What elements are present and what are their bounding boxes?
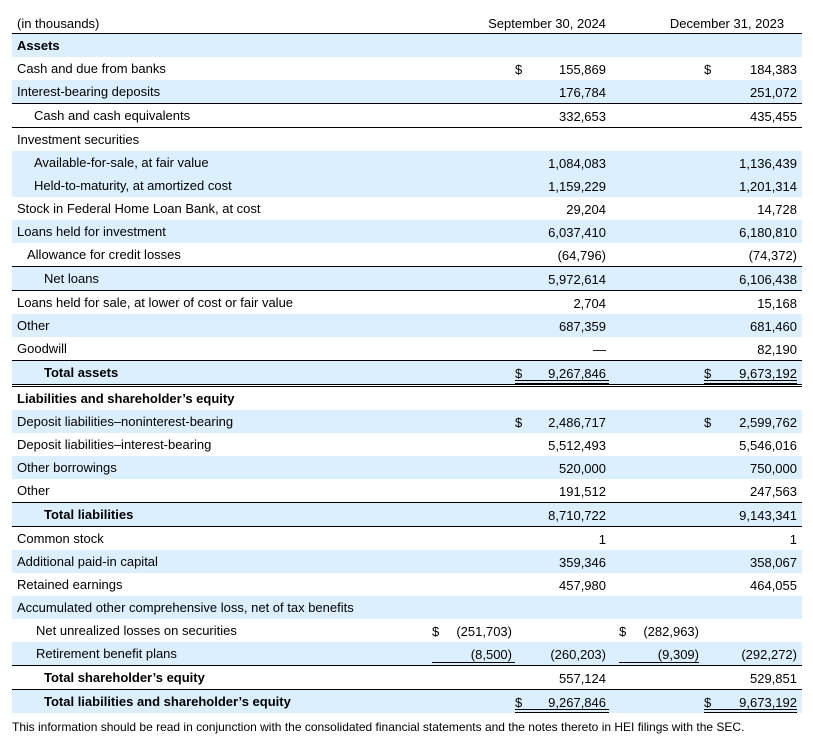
dollar-sign: $ <box>515 366 523 381</box>
table-row-assets <box>12 34 802 57</box>
value-dec-2023: 1 <box>789 532 797 547</box>
subvalue-sep-2024: (8,500) <box>470 647 512 662</box>
value-dec-2023: 251,072 <box>750 85 797 100</box>
dollar-sign: $ <box>432 624 440 639</box>
row-label: Goodwill <box>17 341 67 356</box>
column-header-sep-2024: September 30, 2024 <box>488 16 606 31</box>
subtotal-underline <box>619 662 699 663</box>
value-dec-2023: 9,143,341 <box>739 508 797 523</box>
value-sep-2024: 2,486,717 <box>548 415 606 430</box>
value-dec-2023: 82,190 <box>757 342 797 357</box>
row-label: Available-for-sale, at fair value <box>34 155 209 170</box>
value-dec-2023: 5,546,016 <box>739 438 797 453</box>
value-sep-2024: 1,084,083 <box>548 156 606 171</box>
dollar-sign: $ <box>704 366 712 381</box>
value-sep-2024: 191,512 <box>559 484 606 499</box>
row-label: Net unrealized losses on securities <box>36 623 237 638</box>
balance-sheet-table <box>12 12 802 713</box>
dollar-sign: $ <box>704 415 712 430</box>
subvalue-dec-2023: (9,309) <box>657 647 699 662</box>
table-row-stock-in-federal-home-loan-bank-at-cost <box>12 197 802 220</box>
row-label: Cash and due from banks <box>17 61 166 76</box>
value-sep-2024: 557,124 <box>559 671 606 686</box>
row-label: Net loans <box>44 271 99 286</box>
value-sep-2024: 5,972,614 <box>548 272 606 287</box>
row-label: Assets <box>17 38 60 53</box>
table-row-common-stock <box>12 526 802 550</box>
value-dec-2023: 6,180,810 <box>739 225 797 240</box>
row-label: Total assets <box>44 365 119 380</box>
table-row-net-loans <box>12 266 802 290</box>
value-dec-2023: 681,460 <box>750 319 797 334</box>
table-row-total-assets <box>12 360 802 384</box>
row-label: Cash and cash equivalents <box>34 108 191 123</box>
table-row-cash-and-due-from-banks <box>12 57 802 80</box>
value-sep-2024: 6,037,410 <box>548 225 606 240</box>
value-sep-2024: — <box>593 342 606 357</box>
value-dec-2023: 1,201,314 <box>739 179 797 194</box>
table-row-held-to-maturity-at-amortized-cost <box>12 174 802 197</box>
table-row-retirement-benefit-plans <box>12 642 802 665</box>
table-row-cash-and-cash-equivalents <box>12 103 802 127</box>
value-sep-2024: 9,267,846 <box>548 695 606 710</box>
value-dec-2023: 750,000 <box>750 461 797 476</box>
value-sep-2024: 29,204 <box>566 202 606 217</box>
subvalue-sep-2024: (251,703) <box>456 624 512 639</box>
row-label: Interest-bearing deposits <box>17 84 161 99</box>
table-row-deposit-liabilities-noninterest-bearing <box>12 410 802 433</box>
dollar-sign: $ <box>515 62 523 77</box>
value-sep-2024: 520,000 <box>559 461 606 476</box>
table-row-deposit-liabilities-interest-bearing <box>12 433 802 456</box>
table-row-total-liabilities-and-shareholder-s-equity <box>12 689 802 713</box>
value-sep-2024: 457,980 <box>559 578 606 593</box>
value-sep-2024: 176,784 <box>559 85 606 100</box>
value-sep-2024: 687,359 <box>559 319 606 334</box>
value-sep-2024: 2,704 <box>573 296 606 311</box>
row-label: Allowance for credit losses <box>27 247 181 262</box>
table-row-other-borrowings <box>12 456 802 479</box>
row-label: Loans held for sale, at lower of cost or fair value <box>17 295 294 310</box>
double-underline <box>515 709 609 713</box>
value-dec-2023: 6,106,438 <box>739 272 797 287</box>
value-dec-2023: 9,673,192 <box>739 695 797 710</box>
table-row-net-unrealized-losses-on-securities <box>12 619 802 642</box>
row-label: Loans held for investment <box>17 224 166 239</box>
table-row-total-shareholder-s-equity <box>12 665 802 689</box>
table-row-loans-held-for-investment <box>12 220 802 243</box>
table-row-available-for-sale-at-fair-value <box>12 151 802 174</box>
value-sep-2024: (64,796) <box>557 248 606 263</box>
row-label: Other <box>17 483 50 498</box>
subtotal-underline <box>432 662 515 663</box>
column-header-dec-2023: December 31, 2023 <box>669 16 785 31</box>
value-dec-2023: 529,851 <box>750 671 797 686</box>
row-label: Total liabilities and shareholder’s equity <box>44 694 291 709</box>
table-row-interest-bearing-deposits <box>12 80 802 103</box>
row-label: Total liabilities <box>44 507 134 522</box>
value-dec-2023: 184,383 <box>750 62 797 77</box>
row-label: Common stock <box>17 531 104 546</box>
row-label: Deposit liabilities–noninterest-bearing <box>17 414 234 429</box>
row-label: Accumulated other comprehensive loss, net of tax benefits <box>17 600 354 615</box>
table-row-investment-securities <box>12 127 802 151</box>
table-row-allowance-for-credit-losses <box>12 243 802 266</box>
table-row-retained-earnings <box>12 573 802 596</box>
row-label: Other borrowings <box>17 460 117 475</box>
table-header <box>12 12 802 34</box>
value-dec-2023: 247,563 <box>750 484 797 499</box>
value-dec-2023: 464,055 <box>750 578 797 593</box>
double-underline <box>704 709 797 713</box>
value-sep-2024: 5,512,493 <box>548 438 606 453</box>
table-row-additional-paid-in-capital <box>12 550 802 573</box>
value-dec-2023: 1,136,439 <box>739 156 797 171</box>
value-dec-2023: 435,455 <box>750 109 797 124</box>
dollar-sign: $ <box>704 695 712 710</box>
value-sep-2024: 1,159,229 <box>548 179 606 194</box>
row-label: Other <box>17 318 50 333</box>
value-dec-2023: 14,728 <box>757 202 797 217</box>
table-row-accumulated-other-comprehensive-loss-net-of-tax-benefits <box>12 596 802 619</box>
table-row-liabilities-and-shareholder-s-equity <box>12 384 802 410</box>
value-dec-2023: 9,673,192 <box>739 366 797 381</box>
dollar-sign: $ <box>704 62 712 77</box>
value-dec-2023: 15,168 <box>757 296 797 311</box>
row-label: Investment securities <box>17 132 140 147</box>
table-row-goodwill <box>12 337 802 360</box>
value-sep-2024: 8,710,722 <box>548 508 606 523</box>
value-sep-2024: 155,869 <box>559 62 606 77</box>
value-sep-2024: 332,653 <box>559 109 606 124</box>
row-label: Retirement benefit plans <box>36 646 177 661</box>
value-sep-2024: 9,267,846 <box>548 366 606 381</box>
row-label: Deposit liabilities–interest-bearing <box>17 437 212 452</box>
value-sep-2024: 359,346 <box>559 555 606 570</box>
dollar-sign: $ <box>515 415 523 430</box>
row-label: Held-to-maturity, at amortized cost <box>34 178 232 193</box>
value-dec-2023: 358,067 <box>750 555 797 570</box>
table-row-loans-held-for-sale-at-lower-of-cost-or-fair-value <box>12 290 802 314</box>
value-sep-2024: 1 <box>598 532 606 547</box>
table-row-other <box>12 479 802 502</box>
subvalue-dec-2023: (282,963) <box>643 624 699 639</box>
value-dec-2023: 2,599,762 <box>739 415 797 430</box>
table-row-other <box>12 314 802 337</box>
dollar-sign: $ <box>619 624 627 639</box>
value-sep-2024: (260,203) <box>550 647 606 662</box>
footnote: This information should be read in conjunction with the consolidated financial statements and the notes thereto in HEI filings with the SEC. <box>12 720 745 734</box>
value-dec-2023: (74,372) <box>748 248 797 263</box>
table-body <box>12 34 802 713</box>
units-label: (in thousands) <box>17 16 100 31</box>
row-label: Liabilities and shareholder’s equity <box>17 391 235 406</box>
value-dec-2023: (292,272) <box>741 647 797 662</box>
row-label: Additional paid-in capital <box>17 554 158 569</box>
row-label: Total shareholder’s equity <box>44 670 205 685</box>
row-label: Retained earnings <box>17 577 123 592</box>
dollar-sign: $ <box>515 695 523 710</box>
table-row-total-liabilities <box>12 502 802 526</box>
row-label: Stock in Federal Home Loan Bank, at cost <box>17 201 261 216</box>
